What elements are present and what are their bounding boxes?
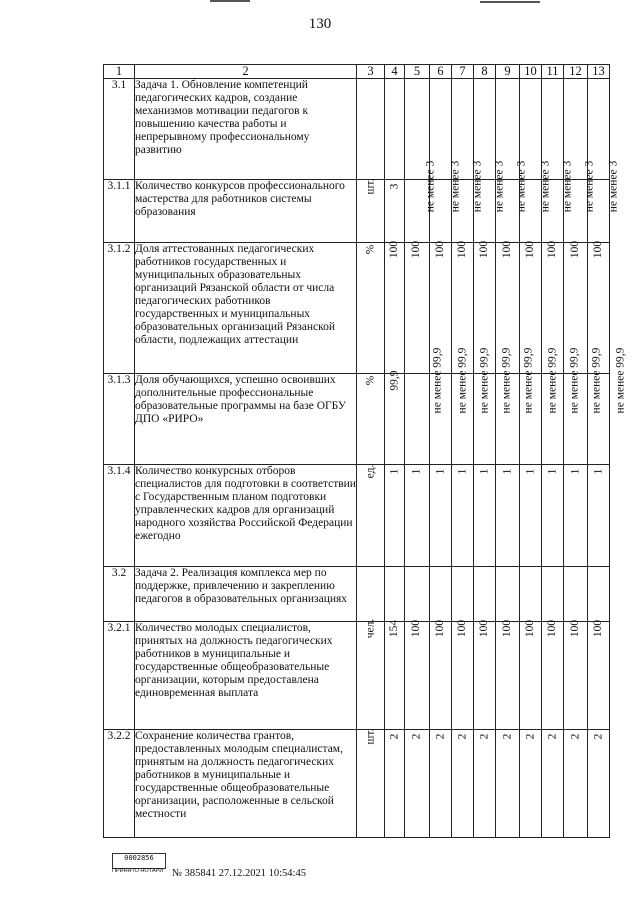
indicator-name: Задача 2. Реализация комплекса мер по поддержке, привлечению и закреплению педагогов в образовательных организациях bbox=[135, 567, 357, 622]
column-header: 2 bbox=[135, 65, 357, 79]
base-value-cell bbox=[385, 180, 405, 243]
base-value-cell bbox=[385, 619, 405, 730]
year-value-cell-text: 1 bbox=[592, 468, 604, 475]
scan-artifact bbox=[480, 1, 540, 3]
scan-artifact bbox=[210, 0, 250, 2]
page-number: 130 bbox=[308, 16, 332, 32]
column-header: 13 bbox=[588, 65, 610, 79]
year-value-cell bbox=[452, 465, 474, 567]
base-value-cell-text: 100 bbox=[388, 240, 400, 259]
year-value-cell bbox=[405, 347, 444, 465]
indicator-name: Доля аттестованных педагогических работников государственных и муниципальных образовательных организаций Рязанской области от числа педагогических работников государственных и муниципальных образовательных организаций Рязанской области, подлежащих аттестации bbox=[135, 243, 357, 374]
year-value-cell bbox=[588, 465, 610, 567]
year-value-cell-text: не менее 3 bbox=[607, 160, 620, 213]
year-value-cell-text: не менее 99,9 bbox=[478, 347, 491, 414]
indicator-name: Сохранение количества грантов, предоставленных молодым специалистам, принятым на должность педагогических работников в муниципальные и государственные общеобразовательные организации, расположенные в сельской местности bbox=[135, 730, 357, 838]
unit-cell bbox=[357, 79, 385, 180]
year-value-cell bbox=[542, 730, 564, 838]
base-value-cell-text: 154 bbox=[388, 619, 400, 638]
row-number: 3.2.1 bbox=[104, 622, 135, 730]
year-value-cell-text: 1 bbox=[410, 468, 423, 475]
year-value-cell bbox=[520, 465, 542, 567]
data-table bbox=[103, 64, 627, 838]
column-header: 3 bbox=[357, 65, 385, 79]
year-value-cell bbox=[474, 465, 496, 567]
year-value-cell-text: не менее 3 bbox=[583, 160, 596, 213]
column-header: 11 bbox=[542, 65, 564, 79]
year-value-cell-text: не менее 3 bbox=[493, 160, 506, 213]
unit-cell-text: % bbox=[364, 375, 376, 386]
year-value-cell-text: не менее 3 bbox=[539, 160, 552, 213]
year-value-cell bbox=[452, 619, 474, 730]
year-value-cell-text: не менее 3 bbox=[515, 160, 528, 213]
year-value-cell bbox=[496, 567, 520, 622]
indicator-name: Количество конкурсных отборов специалистов для подготовки в соответствии с Государственным планом подготовки управленческих кадров для организаций народного хозяйства Российской Федерации ежегодно bbox=[135, 465, 357, 567]
year-value-cell-text: 100 bbox=[524, 240, 536, 259]
table-row bbox=[104, 730, 610, 838]
column-header: 10 bbox=[520, 65, 542, 79]
year-value-cell-text: 100 bbox=[524, 619, 536, 638]
unit-cell-text: чел. bbox=[363, 618, 376, 639]
year-value-cell-text: 100 bbox=[546, 619, 558, 638]
indicator-name: Доля обучающихся, успешно освоивших дополнительные профессиональные образовательные программы на базе ОГБУ ДПО «РИРО» bbox=[135, 374, 357, 465]
year-value-cell bbox=[474, 730, 496, 838]
year-value-cell-text: 100 bbox=[546, 240, 558, 259]
year-value-cell-text: 1 bbox=[501, 468, 513, 475]
year-value-cell-text: не менее 3 bbox=[471, 160, 484, 213]
table-row bbox=[104, 567, 610, 622]
notary-stamp-caption: ПРИНЯТО НОТАРИ bbox=[112, 868, 164, 874]
year-value-cell-text: 1 bbox=[524, 468, 536, 475]
year-value-cell bbox=[588, 567, 610, 622]
year-value-cell bbox=[496, 619, 520, 730]
base-value-cell bbox=[385, 730, 405, 838]
year-value-cell-text: 100 bbox=[434, 240, 446, 259]
column-header: 6 bbox=[430, 65, 452, 79]
year-value-cell-text: не менее 99,9 bbox=[568, 347, 581, 414]
indicator-name: Количество молодых специалистов, принятых на должность педагогических работников в муниципальные и государственные общеобразовательные организации, которым предоставлена единовременная выплата bbox=[135, 622, 357, 730]
base-value-cell bbox=[385, 465, 405, 567]
year-value-cell-text: не менее 99,9 bbox=[546, 347, 559, 414]
year-value-cell-text: 2 bbox=[546, 733, 558, 740]
year-value-cell-text: 100 bbox=[410, 619, 423, 638]
unit-cell bbox=[357, 730, 385, 838]
year-value-cell bbox=[430, 730, 452, 838]
unit-cell-text: шт. bbox=[364, 728, 376, 745]
column-header: 12 bbox=[564, 65, 588, 79]
year-value-cell bbox=[564, 730, 588, 838]
year-value-cell bbox=[405, 730, 430, 838]
column-header: 7 bbox=[452, 65, 474, 79]
year-value-cell bbox=[520, 567, 542, 622]
row-number: 3.2 bbox=[104, 567, 135, 622]
base-value-cell bbox=[385, 240, 405, 374]
year-value-cell bbox=[405, 240, 430, 374]
unit-cell bbox=[357, 180, 385, 243]
column-header: 4 bbox=[385, 65, 405, 79]
year-value-cell-text: 100 bbox=[456, 619, 468, 638]
table-row bbox=[104, 374, 610, 465]
year-value-cell bbox=[520, 619, 542, 730]
row-number: 3.1.3 bbox=[104, 374, 135, 465]
year-value-cell-text: 1 bbox=[546, 468, 558, 475]
table-row bbox=[104, 180, 610, 243]
column-header: 8 bbox=[474, 65, 496, 79]
base-value-cell-text: 99,9 bbox=[388, 370, 401, 391]
base-value-cell-text: 2 bbox=[388, 733, 400, 740]
year-value-cell-text: 2 bbox=[501, 733, 513, 740]
unit-cell-text: ед. bbox=[364, 464, 376, 479]
year-value-cell-text: не менее 99,9 bbox=[500, 347, 513, 414]
base-value-cell bbox=[385, 370, 405, 465]
year-value-cell bbox=[405, 160, 437, 243]
year-value-cell-text: не менее 99,9 bbox=[522, 347, 535, 414]
year-value-cell bbox=[405, 465, 430, 567]
year-value-cell bbox=[405, 567, 430, 622]
year-value-cell-text: 100 bbox=[456, 240, 468, 259]
year-value-cell-text: не менее 99,9 bbox=[456, 347, 469, 414]
year-value-cell-text: 100 bbox=[478, 240, 490, 259]
year-value-cell bbox=[542, 619, 564, 730]
year-value-cell bbox=[564, 465, 588, 567]
year-value-cell bbox=[452, 567, 474, 622]
row-number: 3.1.1 bbox=[104, 180, 135, 243]
year-value-cell bbox=[542, 465, 564, 567]
year-value-cell-text: 2 bbox=[524, 733, 536, 740]
base-value-cell-text: 1 bbox=[388, 468, 400, 475]
unit-cell bbox=[357, 567, 385, 622]
column-header: 5 bbox=[405, 65, 430, 79]
row-number: 3.1.4 bbox=[104, 465, 135, 567]
indicator-name: Количество конкурсов профессионального мастерства для работников системы образования bbox=[135, 180, 357, 243]
year-value-cell-text: не менее 99,9 bbox=[590, 347, 603, 414]
year-value-cell-text: 100 bbox=[592, 240, 604, 259]
year-value-cell-text: 1 bbox=[478, 468, 490, 475]
year-value-cell-text: 100 bbox=[434, 619, 446, 638]
year-value-cell bbox=[520, 730, 542, 838]
unit-cell bbox=[357, 243, 385, 374]
table-row bbox=[104, 465, 610, 567]
notary-stamp: 0002856 bbox=[112, 853, 166, 869]
year-value-cell bbox=[474, 619, 496, 730]
year-value-cell-text: 2 bbox=[434, 733, 446, 740]
year-value-cell bbox=[588, 619, 610, 730]
year-value-cell-text: не менее 3 bbox=[561, 160, 574, 213]
base-value-cell bbox=[385, 79, 405, 180]
year-value-cell bbox=[588, 730, 610, 838]
year-value-cell-text: 100 bbox=[501, 619, 513, 638]
year-value-cell bbox=[564, 619, 588, 730]
base-value-cell-text: 3 bbox=[388, 183, 400, 190]
year-value-cell bbox=[496, 730, 520, 838]
year-value-cell bbox=[430, 567, 452, 622]
year-value-cell-text: 2 bbox=[478, 733, 490, 740]
year-value-cell-text: 1 bbox=[456, 468, 468, 475]
year-value-cell-text: 2 bbox=[410, 733, 423, 740]
document-footer: № 385841 27.12.2021 10:54:45 bbox=[172, 868, 306, 879]
year-value-cell-text: не менее 3 bbox=[449, 160, 462, 213]
year-value-cell bbox=[405, 619, 430, 730]
base-value-cell bbox=[385, 567, 405, 622]
unit-cell bbox=[357, 465, 385, 567]
year-value-cell-text: не менее 99,9 bbox=[431, 347, 444, 414]
unit-cell-text: % bbox=[364, 244, 376, 255]
row-number: 3.1.2 bbox=[104, 243, 135, 374]
year-value-cell bbox=[430, 619, 452, 730]
year-value-cell bbox=[542, 567, 564, 622]
year-value-cell-text: 100 bbox=[410, 240, 423, 259]
indicator-name: Задача 1. Обновление компетенций педагогических кадров, создание механизмов мотивации педагогов к повышению качества работы и непрерывному профессиональному развитию bbox=[135, 79, 357, 180]
year-value-cell-text: 100 bbox=[569, 240, 581, 259]
table-row bbox=[104, 622, 610, 730]
year-value-cell-text: 100 bbox=[592, 619, 604, 638]
year-value-cell-text: 1 bbox=[434, 468, 446, 475]
unit-cell bbox=[357, 618, 385, 730]
year-value-cell bbox=[564, 567, 588, 622]
year-value-cell-text: 2 bbox=[456, 733, 468, 740]
unit-cell bbox=[357, 374, 385, 465]
column-header: 9 bbox=[496, 65, 520, 79]
year-value-cell-text: 2 bbox=[569, 733, 581, 740]
year-value-cell bbox=[452, 730, 474, 838]
header-row bbox=[104, 65, 610, 79]
year-value-cell-text: 2 bbox=[592, 733, 604, 740]
year-value-cell-text: 1 bbox=[569, 468, 581, 475]
row-number: 3.2.2 bbox=[104, 730, 135, 838]
year-value-cell-text: не менее 3 bbox=[424, 160, 437, 213]
year-value-cell-text: 100 bbox=[501, 240, 513, 259]
year-value-cell-text: не менее 99,9 bbox=[614, 347, 627, 414]
row-number: 3.1 bbox=[104, 79, 135, 180]
year-value-cell-text: 100 bbox=[569, 619, 581, 638]
year-value-cell bbox=[430, 465, 452, 567]
year-value-cell bbox=[496, 465, 520, 567]
unit-cell-text: шт. bbox=[364, 178, 376, 195]
year-value-cell-text: 100 bbox=[478, 619, 490, 638]
year-value-cell bbox=[474, 567, 496, 622]
column-header: 1 bbox=[104, 65, 135, 79]
table-row bbox=[104, 79, 610, 180]
